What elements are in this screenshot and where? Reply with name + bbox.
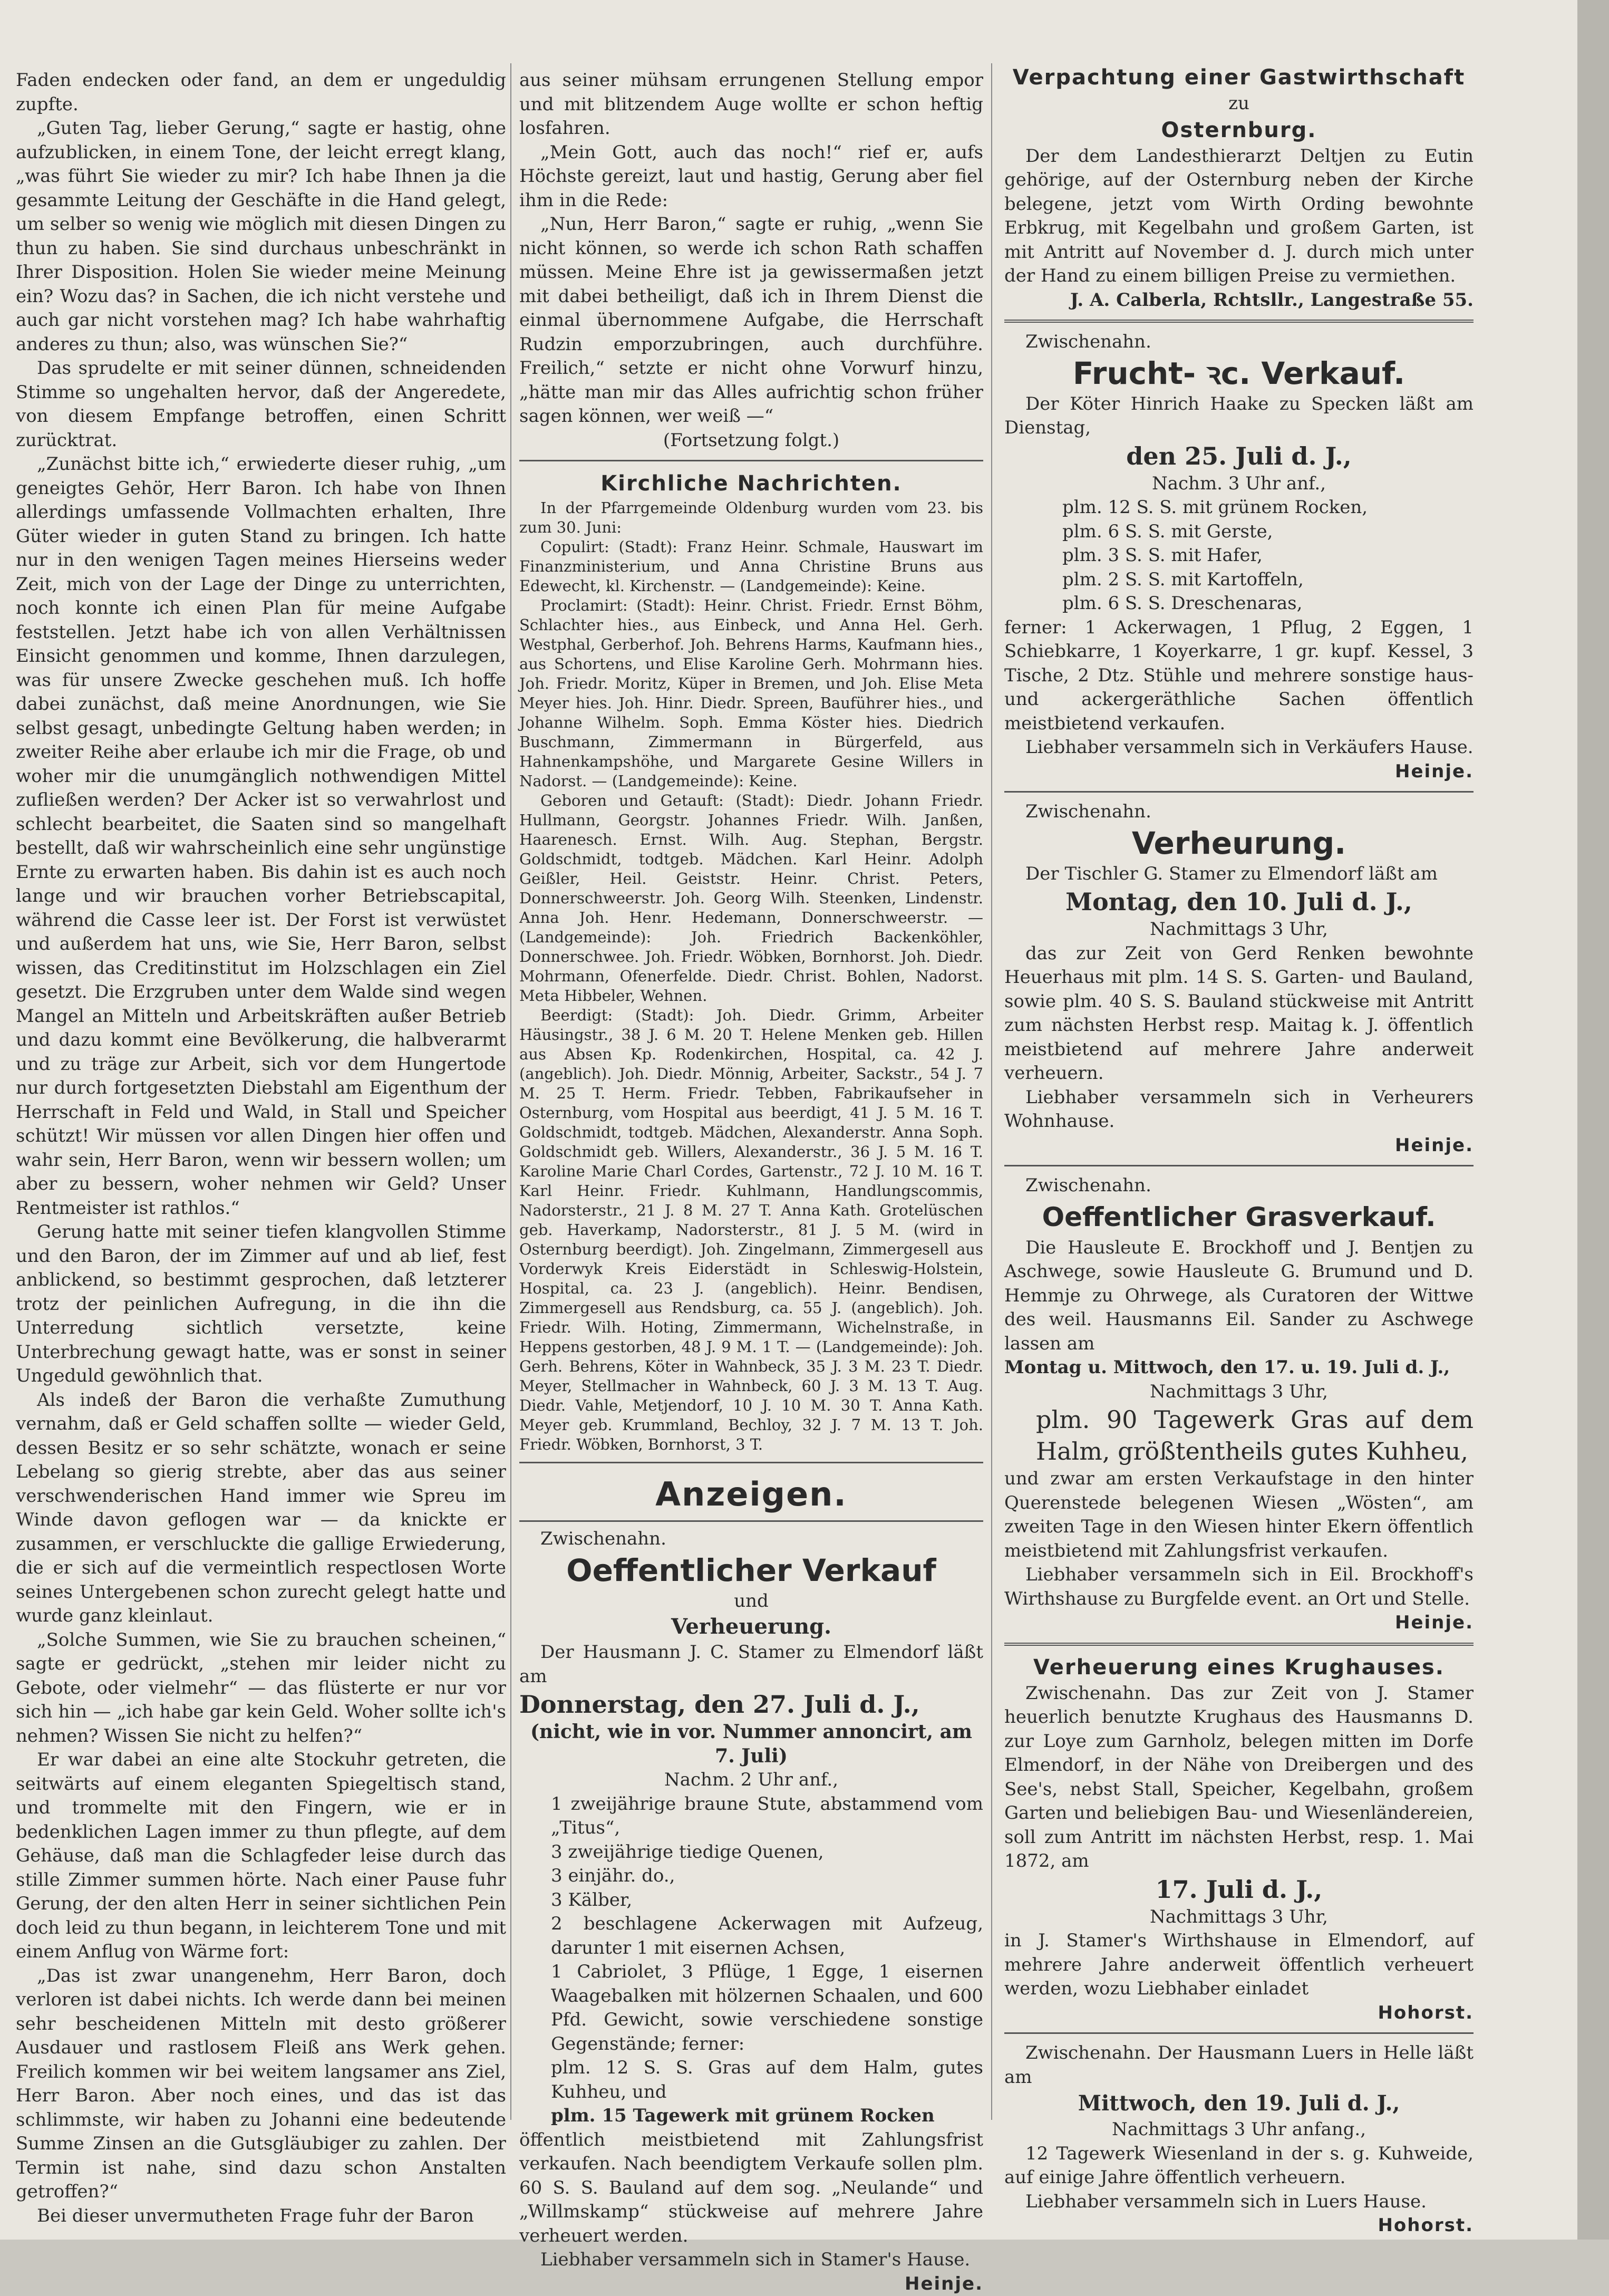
ad-conjunction: und (519, 1589, 983, 1614)
story-paragraph: „Solche Summen, wie Sie zu brauchen scheinen,“ sagte er gedrückt, „stehen mir leider nicht zu Gebote, oder vielmehr“ — das flüsterte er nur vor sich hin — „ich habe gar kein Geld. Woher sollte ich's nehmen? Wissen Sie nicht zu helfen?“ (16, 1628, 506, 1749)
ad-intro: Zwischenahn. Der Hausmann Luers in Helle läßt am (1004, 2041, 1474, 2089)
ad-title: Verpachtung einer Gastwirthschaft (1004, 63, 1474, 92)
story-paragraph: Er war dabei an eine alte Stockuhr getreten, die seitwärts auf einem eleganten Spiegeltisch stand, und trommelte mit den Fingern, wie er in bedenklichen Lagen immer zu thun pflegte, auf dem Gehäuse, daß man die Schlagfeder leise durch das stille Zimmer summen hörte. Nach einer Pause fuhr Gerung, der den alten Herr in seiner sichtlichen Pein doch leid zu thun begann, in leichterem Tone und mit einem Anflug von Wärme fort: (16, 1748, 506, 1964)
ad-item: plm. 6 S. S. Dreschenaras, (1004, 592, 1474, 616)
ad-item: plm. 3 S. S. mit Hafer, (1004, 544, 1474, 568)
story-paragraph: „Zunächst bitte ich,“ erwiederte dieser ruhig, „um geneigtes Gehör, Herr Baron. Ich habe von Ihnen allerdings umfassende Vollmachten erhalten, Ihre Güter wieder in guten Stand zu bringen. Ich hatte nur in den wenigen Tagen meines Hierseins weder Zeit, mich von der Lage der Dinge zu unterrichten, noch konnte ich einen Plan für meine Aufgabe feststellen. Jetzt habe ich von allen Verhältnissen Einsicht genommen und komme, Ihnen darzulegen, was für unsere Zwecke geschehen muß. Ich hoffe dabei zunächst, daß meine Anordnungen, wie Sie selbst gesagt, unbedingte Geltung haben werden; in zweiter Reihe aber erlaube ich mir die Frage, ob und woher mir die unumgänglich nothwendigen Mittel zufließen werden? Der Acker ist so verwahrlost und schlecht bearbeitet, die Saaten sind so mangelhaft bestellt, daß wir wahrscheinlich eine sehr ungünstige Ernte zu erwarten haben. Bis dahin ist es auch noch lange und wir brauchen vorher Betriebscapital, während die Casse leer ist. Der Forst ist verwüstet und außerdem hat uns, wie Sie, Herr Baron, selbst wissen, das Creditinstitut im Holzschlagen ein Ziel gesetzt. Die Erzgruben unter dem Walde sind wegen Mangel an Mitteln und Arbeitskräften außer Betrieb und dazu kommt eine Bevölkerung, die halbverarmt und zu träge zur Arbeit, sich vor dem Hungertode nur durch fortgesetzten Diebstahl am Eigenthum der Herrschaft in Feld und Wald, in Stall und Speicher schützt! Wir müssen vor allen Dingen hier offen und wahr sein, Herr Baron, wenn wir bessern wollen; um aber zu bessern, woher nehmen wir Geld? Unser Rentmeister ist rathlos.“ (16, 452, 506, 1220)
ad-note: (nicht, wie in vor. Nummer annoncirt, am 7. Juli) (519, 1720, 983, 1768)
church-entry: Geboren und Getauft: (Stadt): Diedr. Johann Friedr. Hullmann, Georgstr. Johannes Friedr. Wilh. Janßen, Haarenesch. Ernst. Wilh. Aug. Stephan, Bergstr. Goldschmidt, todtgeb. Mädchen. Karl Heinr. Adolph Geißler, Heil. Geiststr. Heinr. Christ. Peters, Donnerschweerstr. Joh. Georg Wilh. Steenken, Lindenstr. Anna Joh. Henr. Hedemann, Donnerschweerstr. — (Landgemeinde): Joh. Friedrich Backenköhler, Donnerschwee. Joh. Friedr. Wöbken, Bornhorst. Joh. Diedr. Mohrmann, Ofenerfelde. Diedr. Christ. Bohlen, Nadorst. Meta Hibbeler, Wehnen. (519, 791, 983, 1006)
ad-date: Montag u. Mittwoch, den 17. u. 19. Juli d. J., (1004, 1356, 1474, 1380)
church-entry: Copulirt: (Stadt): Franz Heinr. Schmale, Hauswart im Finanzministerium, und Anna Christine Bruns aus Edewecht, kl. Kirchenstr. — (Landgemeinde): Keine. (519, 537, 983, 596)
ad-item: 3 einjähr. do., (519, 1864, 983, 1888)
section-rule (1004, 320, 1474, 323)
ad-item: plm. 2 S. S. mit Kartoffeln, (1004, 568, 1474, 592)
ad-place: Zwischenahn. (519, 1527, 983, 1551)
ad-place: Zwischenahn. (1004, 800, 1474, 824)
ad-signature: Heinje. (1004, 1611, 1474, 1635)
ad-text: öffentlich meistbietend mit Zahlungsfrist verkaufen. Nach beendigtem Verkaufe sollen plm. 60 S. S. Bauland auf dem sog. „Neulande“ und „Willmskamp“ stückweise auf mehrere Jahre verheuert werden. (519, 2128, 983, 2249)
ad-conjunction: zu (1004, 92, 1474, 116)
ad-highlight: plm. 90 Tagewerk Gras auf dem Halm, größtentheils gutes Kuhheu, (1004, 1404, 1474, 1467)
ad-public-sale (519, 1527, 983, 2296)
ad-item: 1 zweijährige braune Stute, abstammend vom „Titus“, (519, 1792, 983, 1840)
ad-title: Oeffentlicher Grasverkauf. (1004, 1198, 1474, 1236)
ad-signature: Hohorst. (1004, 2001, 1474, 2025)
ad-signature: Heinje. (519, 2272, 983, 2296)
ads-heading: Anzeigen. (519, 1471, 983, 1518)
ad-lease (1004, 63, 1474, 312)
ad-intro: Der Tischler G. Stamer zu Elmendorf läßt am (1004, 862, 1474, 886)
column-divider (510, 63, 511, 2120)
ad-place: Zwischenahn. (1004, 330, 1474, 354)
ad-signature: Heinje. (1004, 760, 1474, 784)
ad-text: in J. Stamer's Wirthshause in Elmendorf, auf mehrere Jahre anderweit öffentlich verheuert werden, wozu Liebhaber einladet (1004, 1929, 1474, 2001)
section-rule (519, 1520, 983, 1522)
ad-item: 1 Cabriolet, 3 Pflüge, 1 Egge, 1 eisernen Waagebalken mit hölzernen Schaalen, und 600 Pfd. Gewicht, sowie verschiedene sonstige Gegenstände; ferner: (519, 1960, 983, 2056)
ad-place: Zwischenahn. (1004, 1174, 1474, 1198)
continued-note: (Fortsetzung folgt.) (519, 429, 983, 453)
ad-item: 3 zweijährige tiedige Quenen, (519, 1840, 983, 1865)
ad-intro: Die Hausleute E. Brockhoff und J. Bentjen zu Aschwege, sowie Hausleute G. Brumund und D. Hemmje zu Ohrwege, als Curatoren der Wittwe des weil. Hausmanns Eil. Sander zu Aschwege lassen am (1004, 1236, 1474, 1356)
ad-meeting: Liebhaber versammeln sich in Verkäufers Hause. (1004, 736, 1474, 760)
ad-subtitle: Verheuerung. (519, 1613, 983, 1641)
column-divider (991, 63, 992, 2120)
ad-signature: J. A. Calberla, Rchtsllr., Langestraße 55. (1004, 288, 1474, 313)
ad-date: Montag, den 10. Juli d. J., (1004, 886, 1474, 918)
section-rule (1004, 2032, 1474, 2034)
ad-item: plm. 15 Tagewerk mit grünem Rocken (519, 2104, 983, 2128)
story-paragraph: „Das ist zwar unangenehm, Herr Baron, doch verloren ist dabei nichts. Ich werde dann bei meinen sehr bescheidenen Mitteln mit desto größerer Ausdauer und rastlosem Fleiß ans Werk gehen. Freilich kommen wir bei weitem langsamer ans Ziel, Herr Baron. Aber noch eines, und das ist das schlimmste, wir haben zu Johanni eine bedeutende Summe Zinsen an die Gutsgläubiger zu zahlen. Der Termin ist nahe, sind dazu schon Anstalten getroffen?“ (16, 1964, 506, 2204)
ad-item: plm. 12 S. S. Gras auf dem Halm, gutes Kuhheu, und (519, 2056, 983, 2104)
section-rule (1004, 791, 1474, 793)
ad-signature: Heinje. (1004, 1134, 1474, 1158)
ad-date: 17. Juli d. J., (1004, 1874, 1474, 1905)
story-paragraph: aus seiner mühsam errungenen Stellung empor und mit blitzendem Auge wollte er schon heftig losfahren. (519, 69, 983, 141)
ad-time: Nachmittags 3 Uhr anfang., (1004, 2118, 1474, 2142)
ad-meeting: Liebhaber versammeln sich in Luers Hause. (1004, 2190, 1474, 2214)
ad-date: Mittwoch, den 19. Juli d. J., (1004, 2089, 1474, 2118)
ad-time: Nachm. 2 Uhr anf., (519, 1768, 983, 1792)
section-rule (519, 460, 983, 461)
story-paragraph: Als indeß der Baron die verhaßte Zumuthung vernahm, daß er Geld schaffen sollte — wieder Geld, dessen Besitz er so sehr schätzte, wonach er seine Lebelang so gierig strebte, aber das aus seiner verschwenderischen Hand immer wie Spreu im Winde davon geflogen war — da knickte er zusammen, er verschluckte die gallige Erwiederung, die er sich auf die vermeintlich respectlosen Worte seines Untergebenen schon zurecht gelegt hatte und wurde ganz kleinlaut. (16, 1388, 506, 1628)
ad-date: Donnerstag, den 27. Juli d. J., (519, 1689, 983, 1720)
ad-meeting: Liebhaber versammeln sich in Stamer's Hause. (519, 2248, 983, 2272)
ad-time: Nachmittags 3 Uhr, (1004, 1380, 1474, 1404)
ad-title: Oeffentlicher Verkauf (519, 1551, 983, 1589)
ad-meeting: Liebhaber versammeln sich in Eil. Brockhoff's Wirthshause zu Burgfelde event. an Ort und Stelle. (1004, 1563, 1474, 1611)
section-rule (519, 1462, 983, 1463)
ad-grass-sale (1004, 1174, 1474, 1635)
story-paragraph: „Mein Gott, auch das noch!“ rief er, aufs Höchste gereizt, laut und hastig, Gerung aber fiel ihm in die Rede: (519, 141, 983, 213)
story-paragraph: „Guten Tag, lieber Gerung,“ sagte er hastig, ohne aufzublicken, in einem Tone, der leicht erregt klang, „was führt Sie wieder zu mir? Ich habe Ihnen ja die gesammte Leitung der Geschäfte in die Hand gelegt, um selber so wenig wie möglich mit diesen Dingen zu thun zu haben. Sie sind durchaus unbeschränkt in Ihrer Disposition. Holen Sie wieder meine Meinung ein? Wozu das? in Sachen, die ich nicht verstehe und auch gar nicht vorstehen mag? Ich habe wahrhaftig anderes zu thun; also, was wünschen Sie?“ (16, 117, 506, 356)
church-entry: Beerdigt: (Stadt): Joh. Diedr. Grimm, Arbeiter Häusingstr., 38 J. 6 M. 20 T. Helene Menken geb. Hillen aus Absen Kp. Rodenkirchen, Hospital, ca. 42 J. (angeblich). Joh. Diedr. Mönnig, Arbeiter, Sackstr., 54 J. 7 M. 25 T. Herm. Friedr. Tebben, Fabrikaufseher in Osternburg, vom Hospital aus beerdigt, 41 J. 5 M. 16 T. Goldschmidt, todtgeb. Mädchen, Alexanderstr. Anna Soph. Goldschmidt geb. Willers, Alexanderstr., 36 J. 5 M. 16 T. Karoline Marie Charl Cordes, Gartenstr., 72 J. 10 M. 16 T. Karl Heinr. Friedr. Kuhlmann, Handlungscommis, Nadorsterstr., 21 J. 8 M. 27 T. Anna Kath. Grotelüschen geb. Haverkamp, Nadorsterstr., 81 J. 5 M. (wird in Osternburg beerdigt). Joh. Zingelmann, Zimmergesell aus Vorderwyk Kreis Eiderstädt in Schleswig-Holstein, Hospital, ca. 23 J. (angeblich). Heinr. Bendisen, Zimmergesell aus Rendsburg, ca. 55 J. (angeblich). Joh. Friedr. Wilh. Hoting, Zimmermann, Wichelnstraße, in Heppens gestorben, 48 J. 9 M. 1 T. — (Landgemeinde): Joh. Gerh. Behrens, Köter in Wahnbeck, 35 J. 3 M. 23 T. Diedr. Meyer, Stellmacher in Wahnbeck, 60 J. 3 M. 13 T. Aug. Diedr. Vahle, Metjendorf, 10 J. 10 M. 30 T. Anna Kath. Meyer geb. Krummland, Bechloy, 32 J. 7 M. 13 T. Joh. Friedr. Wöbken, Bornhorst, 3 T. (519, 1006, 983, 1454)
church-news-heading: Kirchliche Nachrichten. (519, 469, 983, 498)
ad-text: und zwar am ersten Verkaufstage in den hinter Querenstede belegenen Wiesen „Wösten“, am zweiten Tage in den Wiesen hinter Ekern öffentlich meistbietend mit Zahlungsfrist verkaufen. (1004, 1467, 1474, 1563)
column-2 (519, 69, 983, 2296)
ad-crop-sale (1004, 330, 1474, 784)
page-edge (1577, 0, 1609, 2240)
story-paragraph: „Nun, Herr Baron,“ sagte er ruhig, „wenn Sie nicht können, so werde ich schon Rath schaffen müssen. Meine Ehre ist ja gewissermaßen jetzt mit dabei betheiligt, daß ich in Ihrem Dienst die einmal übernommene Aufgabe, die Herrschaft Rudzin emporzubringen, auch durchführe. Freilich,“ setzte er nicht ohne Vorwurf hinzu, „hätte man mir das Alles aufrichtig schon früher sagen können, wer weiß —“ (519, 213, 983, 429)
story-paragraph: Faden endecken oder fand, an dem er ungeduldig zupfte. (16, 69, 506, 117)
ad-rental (1004, 800, 1474, 1157)
story-paragraph: Bei dieser unvermutheten Frage fuhr der Baron (16, 2204, 506, 2229)
ad-time: Nachmittags 3 Uhr, (1004, 1905, 1474, 1930)
ad-title: Verheuerung eines Krughauses. (1004, 1653, 1474, 1682)
ad-item: plm. 6 S. S. mit Gerste, (1004, 520, 1474, 544)
ad-intro: Der Köter Hinrich Haake zu Specken läßt am Dienstag, (1004, 392, 1474, 440)
ad-item: 2 beschlagene Ackerwagen mit Aufzeug, darunter 1 mit eisernen Achsen, (519, 1912, 983, 1960)
section-rule (1004, 1165, 1474, 1166)
ad-item: plm. 12 S. S. mit grünem Rocken, (1004, 496, 1474, 520)
church-entry: Proclamirt: (Stadt): Heinr. Christ. Friedr. Ernst Böhm, Schlachter hies., aus Einbeck, und Anna Hel. Gerh. Westphal, Gerberhof. Joh. Behrens Harms, Kaufmann hies., aus Schortens, und Elise Karoline Gerh. Mohrmann hies. Joh. Friedr. Moritz, Küper in Bremen, und Joh. Elise Meta Meyer hies. Joh. Hinr. Diedr. Spreen, Bauführer hies., und Johanne Wilhelm. Soph. Emma Köster hies. Diedrich Buschmann, Zimmermann in Bürgerfeld, aus Hahnenkampshöhe, und Margarete Gesine Willers in Nadorst. — (Landgemeinde): Keine. (519, 596, 983, 791)
column-1-story (16, 69, 506, 2228)
ad-meeting: Liebhaber versammeln sich in Verheurers Wohnhause. (1004, 1086, 1474, 1134)
story-paragraph: Das sprudelte er mit seiner dünnen, schneidenden Stimme so ungehalten hervor, daß der Angeredete, von diesem Empfange betroffen, einen Schritt zurücktrat. (16, 356, 506, 452)
ad-text: Zwischenahn. Das zur Zeit von J. Stamer heuerlich benutzte Krughaus des Hausmanns D. zur Loye zum Garnholz, belegen mitten im Dorfe Elmendorf, in der Nähe von Dreibergen und des See's, nebst Stall, Speicher, Kegelbahn, großem Garten und beliebigen Bau- und Wiesenländereien, soll zum Antritt im nächsten Herbst, resp. 1. Mai 1872, am (1004, 1682, 1474, 1874)
ad-item: 3 Kälber, (519, 1888, 983, 1913)
column-3-ads (1004, 63, 1474, 2238)
ad-title: Verheurung. (1004, 824, 1474, 862)
church-intro: In der Pfarrgemeinde Oldenburg wurden vom 23. bis zum 30. Juni: (519, 498, 983, 537)
ad-meadow-rental (1004, 2041, 1474, 2238)
ad-intro: Der Hausmann J. C. Stamer zu Elmendorf läßt am (519, 1641, 983, 1689)
ad-time: Nachmittags 3 Uhr, (1004, 918, 1474, 942)
ad-time: Nachm. 3 Uhr anf., (1004, 472, 1474, 496)
ad-date: den 25. Juli d. J., (1004, 440, 1474, 472)
story-paragraph: Gerung hatte mit seiner tiefen klangvollen Stimme und den Baron, der im Zimmer auf und ab lief, fest anblickend, so bestimmt gesprochen, daß letzterer trotz der peinlichen Aufregung, in die ihn die Unterredung sichtlich versetzte, keine Unterbrechung gewagt hatte, was er sonst in seiner Ungeduld gewöhnlich that. (16, 1220, 506, 1388)
ad-signature: Hohorst. (1004, 2214, 1474, 2238)
ad-text: ferner: 1 Ackerwagen, 1 Pflug, 2 Eggen, 1 Schiebkarre, 1 Koyerkarre, 1 gr. kupf. Kessel, 3 Tische, 2 Dtz. Stühle und mehrere sonstige haus- und ackergeräthliche Sachen öffentlich meistbietend verkaufen. (1004, 616, 1474, 736)
ad-text: 12 Tagewerk Wiesenland in der s. g. Kuhweide, auf einige Jahre öffentlich verheuern. (1004, 2142, 1474, 2190)
ad-place: Osternburg. (1004, 116, 1474, 144)
ad-inn-rental (1004, 1653, 1474, 2025)
ad-title: Frucht- ꝛc. Verkauf. (1004, 354, 1474, 392)
ad-text: Der dem Landesthierarzt Deltjen zu Eutin gehörige, auf der Osternburg neben der Kirche belegene, jetzt vom Wirth Ording bewohnte Erbkrug, mit Kegelbahn und großem Garten, ist mit Antritt auf November d. J. durch mich unter der Hand zu einem billigen Preise zu vermiethen. (1004, 144, 1474, 288)
ad-text: das zur Zeit von Gerd Renken bewohnte Heuerhaus mit plm. 14 S. S. Garten- und Bauland, sowie plm. 40 S. S. Bauland stückweise mit Antritt zum nächsten Herbst resp. Maitag k. J. öffentlich meistbietend auf mehrere Jahre anderweit verheuern. (1004, 942, 1474, 1086)
section-rule (1004, 1643, 1474, 1646)
